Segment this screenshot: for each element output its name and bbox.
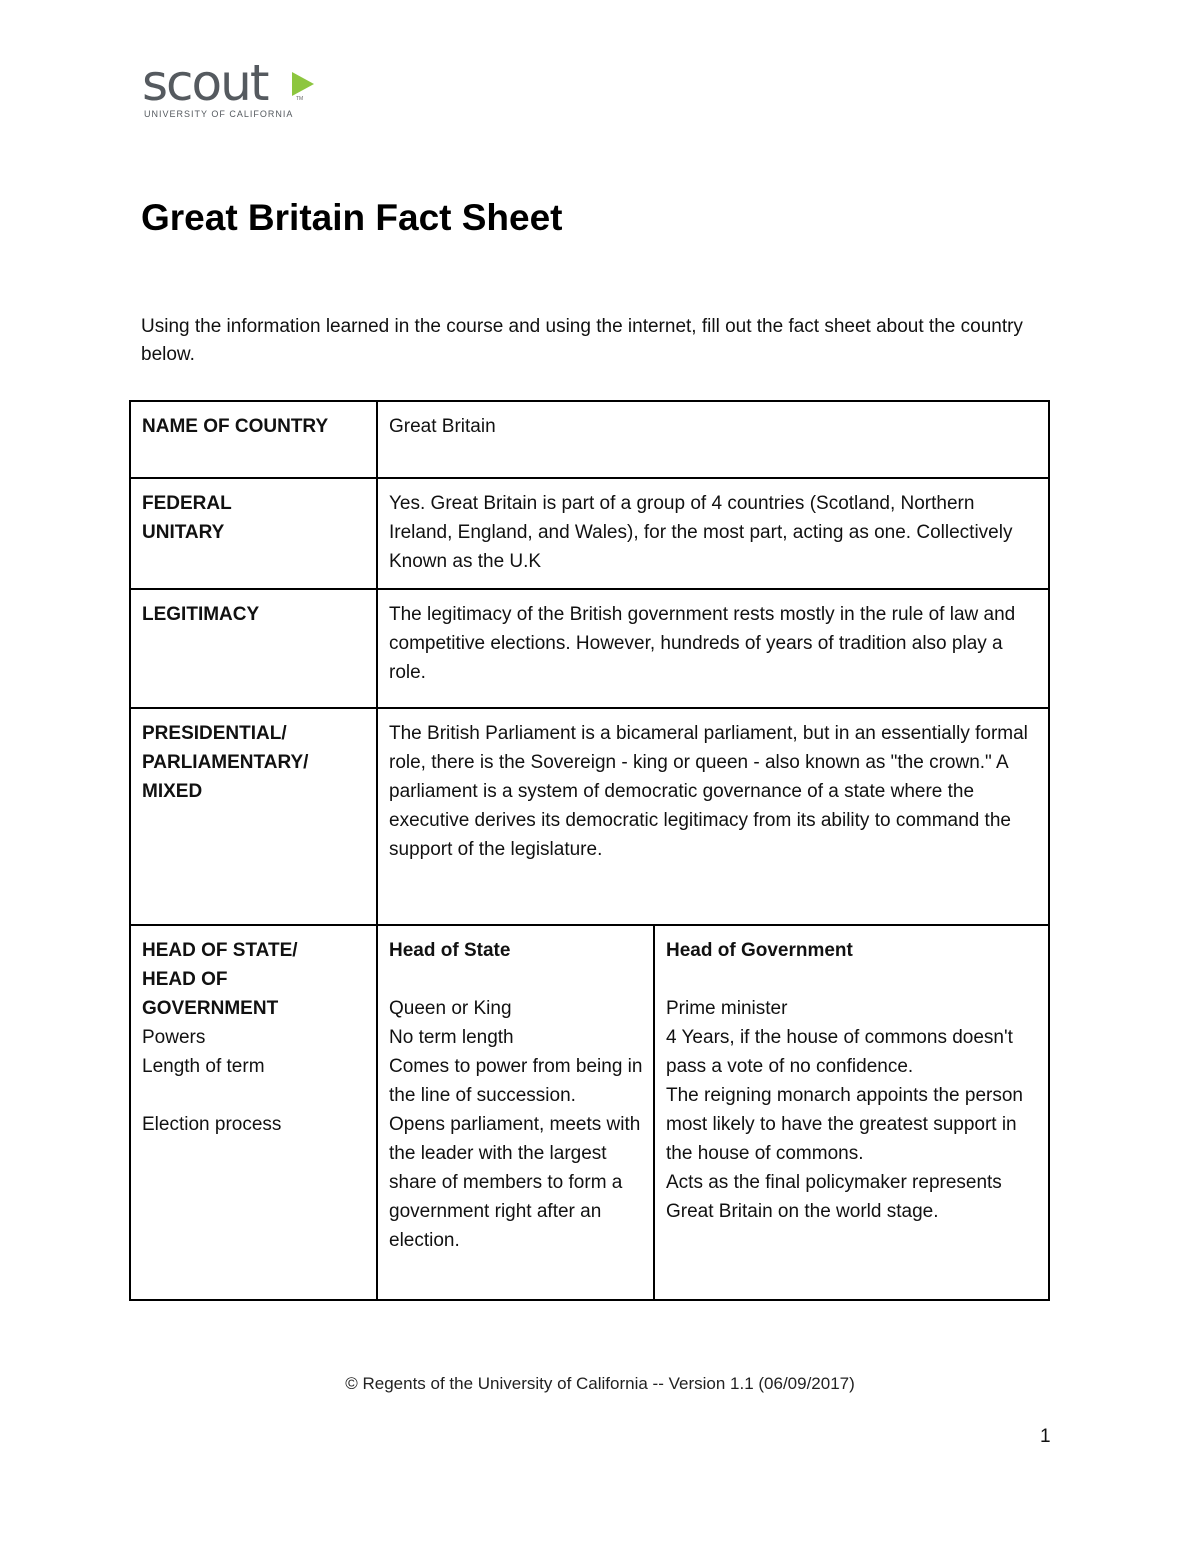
label-legitimacy: LEGITIMACY bbox=[130, 589, 377, 708]
label-line: PRESIDENTIAL/ bbox=[142, 723, 287, 744]
fact-sheet-table bbox=[129, 400, 1050, 1301]
table-row-system bbox=[130, 708, 1049, 925]
label-powers: Powers bbox=[142, 1027, 206, 1048]
table-row-legitimacy bbox=[130, 589, 1049, 708]
play-arrow-icon bbox=[292, 72, 314, 96]
head-of-state-heading: Head of State bbox=[389, 940, 511, 961]
label-line: MIXED bbox=[142, 781, 203, 802]
label-line: PARLIAMENTARY/ bbox=[142, 752, 309, 773]
logo-subtitle: UNIVERSITY OF CALIFORNIA bbox=[144, 109, 294, 119]
head-of-state-process: Comes to power from being in the line of succession. bbox=[389, 1056, 643, 1106]
logo-wordmark: scout bbox=[142, 54, 268, 112]
head-of-government-term: 4 Years, if the house of commons doesn't pass a vote of no confidence. bbox=[666, 1027, 1013, 1077]
label-line: HEAD OF bbox=[142, 969, 228, 990]
head-of-state-powers: Queen or King bbox=[389, 998, 512, 1019]
head-of-state-term: No term length bbox=[389, 1027, 514, 1048]
table-row-head bbox=[130, 925, 1049, 1300]
page-number: 1 bbox=[1040, 1426, 1051, 1447]
label-line: HEAD OF STATE/ bbox=[142, 940, 298, 961]
label-government-system bbox=[130, 708, 377, 925]
head-of-government-duties: Acts as the final policymaker represents Great Britain on the world stage. bbox=[666, 1172, 1002, 1222]
table-row-federal bbox=[130, 478, 1049, 589]
value-legitimacy: The legitimacy of the British government rests mostly in the rule of law and competitive elections. However, hundreds of years of tradition also play a role. bbox=[377, 589, 1049, 708]
label-line: FEDERAL bbox=[142, 493, 232, 514]
scout-logo bbox=[142, 54, 332, 122]
value-name-of-country: Great Britain bbox=[377, 401, 1049, 478]
cell-spacer bbox=[389, 965, 643, 994]
label-line: UNITARY bbox=[142, 522, 225, 543]
intro-paragraph: Using the information learned in the course and using the internet, fill out the fact sheet about the country below. bbox=[141, 316, 1023, 365]
value-federal-unitary: Yes. Great Britain is part of a group of 4 countries (Scotland, Northern Ireland, England, and Wales), for the most part, acting as one. Collectively Known as the U.K bbox=[377, 478, 1049, 589]
head-of-government-cell bbox=[654, 925, 1049, 1300]
label-federal-unitary bbox=[130, 478, 377, 589]
label-head-of-state-government bbox=[130, 925, 377, 1300]
label-spacer bbox=[142, 1081, 366, 1110]
label-length-of-term: Length of term bbox=[142, 1056, 265, 1077]
label-name-of-country: NAME OF COUNTRY bbox=[130, 401, 377, 478]
head-of-state-duties: Opens parliament, meets with the leader with the largest share of members to form a government right after an election. bbox=[389, 1114, 641, 1251]
head-of-government-process: The reigning monarch appoints the person most likely to have the greatest support in the house of commons. bbox=[666, 1085, 1024, 1164]
label-line: GOVERNMENT bbox=[142, 998, 279, 1019]
head-of-state-cell bbox=[377, 925, 654, 1300]
footer-copyright: © Regents of the University of California -- Version 1.1 (06/09/2017) bbox=[345, 1374, 855, 1393]
label-election-process: Election process bbox=[142, 1114, 282, 1135]
cell-spacer bbox=[666, 965, 1038, 994]
logo-trademark: TM bbox=[296, 96, 304, 102]
table-row-name bbox=[130, 401, 1049, 478]
page-title: Great Britain Fact Sheet bbox=[141, 197, 563, 238]
value-government-system: The British Parliament is a bicameral parliament, but in an essentially formal role, there is the Sovereign - king or queen - also known as "the crown." A parliament is a system of democratic governance of a state where the executive derives its democratic legitimacy from its ability to command the support of the legislature. bbox=[377, 708, 1049, 925]
head-of-government-heading: Head of Government bbox=[666, 940, 853, 961]
head-of-government-powers: Prime minister bbox=[666, 998, 788, 1019]
